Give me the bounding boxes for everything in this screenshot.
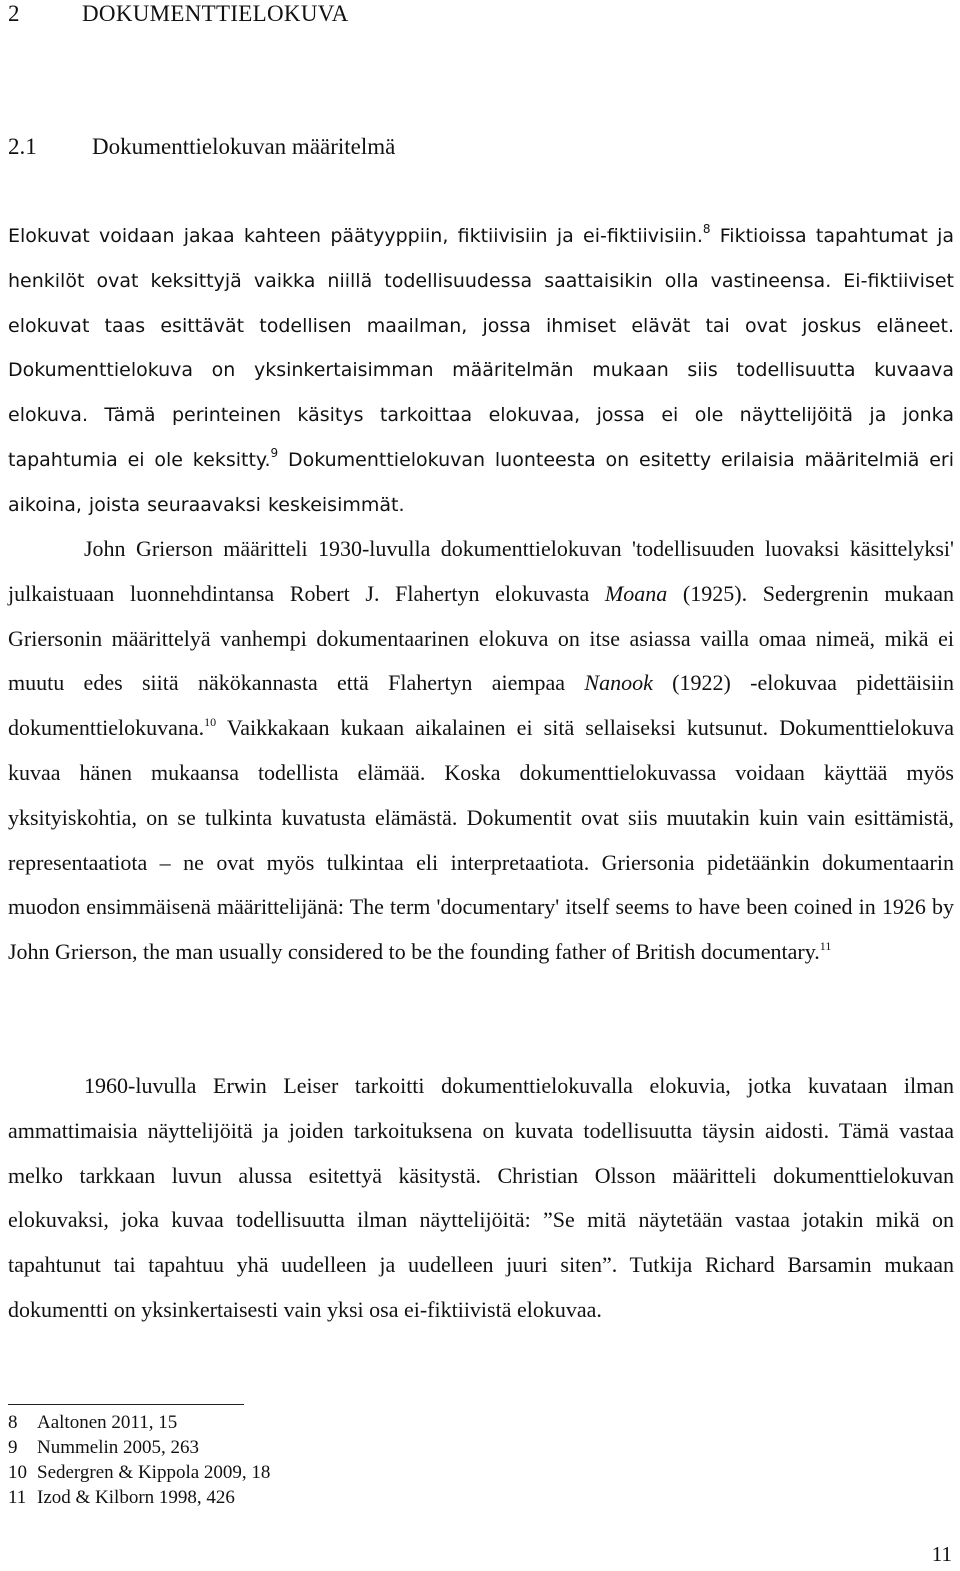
footnote-ref-11: 11 — [819, 939, 832, 954]
paragraph-2-text-2: (1925). Sedergrenin mukaan Griersonin määrittelyä vanhempi dokumentaarinen elokuva on itse asiassa vailla omaa nimeä, mikä ei muutu edes siitä näkökannasta että Flahertyn aiempaa — [8, 580, 954, 696]
paragraph-1-text-1: Elokuvat voidaan jakaa kahteen päätyyppiin, fiktiivisiin ja ei-fiktiivisiin. — [8, 225, 703, 247]
footnote-number: 8 — [8, 1412, 18, 1433]
footnote-item — [8, 1460, 270, 1485]
chapter-number: 2 — [8, 1, 20, 26]
paragraph-1-text-3: Dokumenttielokuvan luonteesta on esitetty erilaisia määritelmiä eri aikoina, joista seuraavaksi keskeisimmät. — [8, 448, 954, 516]
section-number: 2.1 — [8, 134, 37, 159]
footnote-text: Izod & Kilborn 1998, 426 — [37, 1487, 235, 1508]
footnotes — [8, 1410, 270, 1510]
chapter-title: DOKUMENTTIELOKUVA — [82, 1, 349, 26]
footnote-text: Nummelin 2005, 263 — [37, 1437, 200, 1458]
paragraph-2 — [8, 527, 954, 975]
paragraph-2-text-1: John Grierson määritteli 1930-luvulla dokumenttielokuvan 'todellisuuden luovaksi käsittelyksi' julkaistuaan luonnehdintansa Robert J. Flahertyn elokuvasta — [8, 536, 954, 606]
footnote-ref-10: 10 — [204, 715, 217, 730]
film-title-moana: Moana — [604, 580, 668, 606]
section-heading — [8, 133, 395, 161]
paragraph-2-text-3: (1922) -elokuvaa pidettäisiin dokumenttielokuvana. — [8, 670, 954, 741]
paragraph-1-text-2: Fiktioissa tapahtumat ja henkilöt ovat keksittyjä vaikka niillä todellisuudessa saattaisikin olla vastineensa. Ei-fiktiiviset elokuvat taas esittävät todellisen maailman, jossa ihmiset elävät tai ovat joskus eläneet. Dokumenttielokuva on yksinkertaisimman määritelmän mukaan siis todellisuutta kuvaava elokuva. Tämä perinteinen käsitys tarkoittaa elokuvaa, jossa ei ole näyttelijöitä ja jonka tapahtumia ei ole keksitty. — [8, 225, 954, 471]
footnote-number: 10 — [8, 1462, 27, 1483]
footnote-item — [8, 1485, 270, 1510]
section-title: Dokumenttielokuvan määritelmä — [92, 134, 396, 159]
footnote-ref-9: 9 — [270, 445, 279, 460]
footnote-number: 11 — [8, 1487, 27, 1508]
footnote-text: Sedergren & Kippola 2009, 18 — [37, 1462, 271, 1483]
footnote-text: Aaltonen 2011, 15 — [37, 1412, 178, 1433]
footnote-item — [8, 1410, 270, 1435]
footnote-divider — [8, 1404, 244, 1405]
paragraph-1 — [8, 214, 954, 528]
page-number: 11 — [931, 1542, 952, 1566]
paragraph-3-text: 1960-luvulla Erwin Leiser tarkoitti dokumenttielokuvalla elokuvia, jotka kuvataan ilman ammattimaisia näyttelijöitä ja joiden tarkoituksena on kuvata todellisuutta täysin aidosti. Tämä vastaa melko tarkkaan luvun alussa esitettyä käsitystä. Christian Olsson määritteli dokumenttielokuvan elokuvaksi, joka kuvaa todellisuutta ilman näyttelijöitä: ”Se mitä näytetään vastaa jotakin mikä on tapahtunut tai tapahtuu yhä uudelleen ja uudelleen juuri siten”. Tutkija Richard Barsamin mukaan dokumentti on yksinkertaisesti vain yksi osa ei-fiktiivistä elokuvaa. — [8, 1073, 954, 1322]
footnote-ref-8: 8 — [702, 222, 711, 236]
chapter-heading — [8, 0, 349, 28]
footnote-item — [8, 1435, 270, 1460]
film-title-nanook: Nanook — [584, 670, 653, 696]
paragraph-2-text-4: Vaikkakaan kukaan aikalainen ei sitä sellaiseksi kutsunut. Dokumenttielokuva kuvaa hänen mukaansa todellista elämää. Koska dokumenttielokuvassa voidaan käyttää myös yksityiskohtia, on se tulkinta kuvatusta elämästä. Dokumentit ovat siis muutakin kuin vain esittämistä, representaatiota – ne ovat myös tulkintaa eli interpretaatiota. Griersonia pidetäänkin dokumentaarin muodon ensimmäisenä määrittelijänä: The term 'documentary' itself seems to have been coined in 1926 by John Grierson, the man usually considered to be the founding father of British documentary. — [8, 715, 954, 965]
paragraph-3 — [8, 1064, 954, 1333]
footnote-number: 9 — [8, 1437, 18, 1458]
